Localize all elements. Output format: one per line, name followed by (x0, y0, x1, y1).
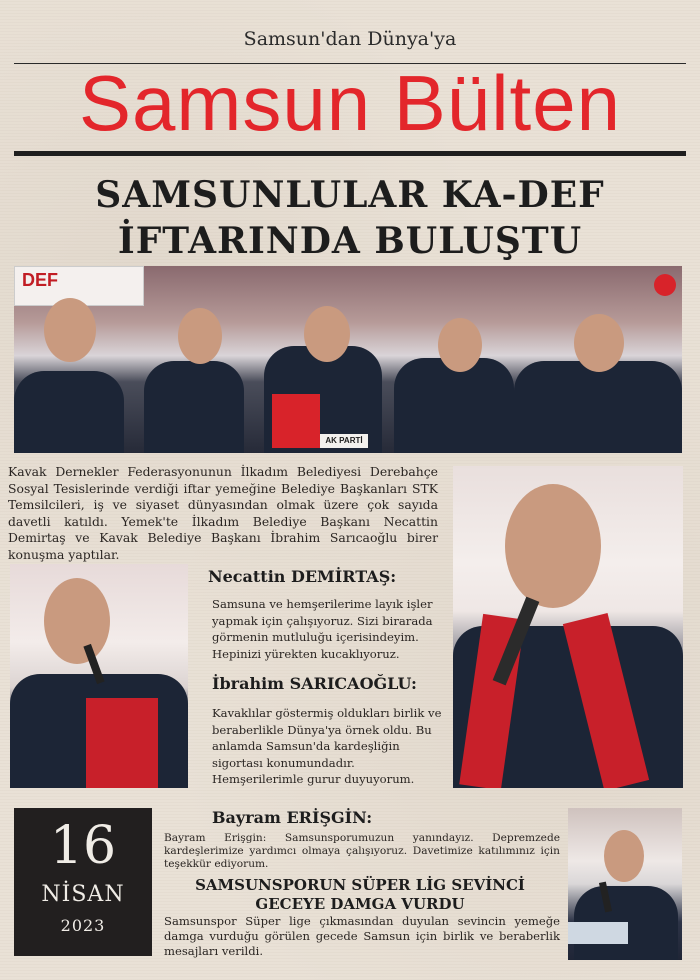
speaker-name-saricaoglu: İbrahim SARICAOĞLU: (212, 674, 417, 693)
date-year: 2023 (60, 916, 106, 935)
secondary-headline-line-1: SAMSUNSPORUN SÜPER LİG SEVİNCİ (195, 876, 525, 894)
turkish-flag-emblem-icon (654, 274, 676, 296)
guest-head (44, 298, 96, 362)
date-day: 16 (49, 816, 117, 876)
date-month: NİSAN (41, 882, 125, 907)
speaker-head (44, 578, 110, 664)
main-headline (0, 172, 700, 264)
tagline: Samsun'dan Dünya'ya (243, 28, 457, 50)
hero-photo-iftar-dinner (14, 266, 682, 453)
main-headline-line-1: SAMSUNLULAR KA-DEF (95, 174, 605, 216)
speaker-name-erisgin: Bayram ERİŞGİN: (212, 808, 373, 827)
guest-head (178, 308, 222, 364)
secondary-body: Samsunspor Süper lige çıkmasından duyulan sevincin yemeğe damga vurduğu görülen gecede Samsun için birlik ve beraberlik mesajları verildi. (164, 914, 560, 958)
secondary-headline-line-2: GECEYE DAMGA VURDU (255, 895, 465, 913)
speaker-photo-erisgin (568, 808, 682, 960)
guest-figure (14, 371, 124, 453)
guest-head (438, 318, 482, 372)
article-body: Kavak Dernekler Federasyonunun İlkadım Belediyesi Derebahçe Sosyal Tesislerinde verdiği iftar yemeğine Belediye Başkanları STK Temsilcileri, iş ve siyaset dünyasından olmak üzere çok sayıda davetli katıldı. Yemek'te İlkadım Belediye Başkanı Necattin Demirtaş ve Kavak Belediye Başkanı İbrahim Sarıcaoğlu birer konuşma yaptılar. (8, 464, 438, 562)
secondary-headline (158, 876, 562, 914)
speaker-head (505, 484, 601, 608)
guest-head (304, 306, 350, 362)
red-scarf (86, 698, 158, 788)
main-headline-line-2: İFTARINDA BULUŞTU (117, 220, 583, 262)
banner-text: DEF (22, 270, 58, 290)
speaker-quote-saricaoglu: Kavaklılar göstermiş oldukları birlik ve beraberlikle Dünya'ya örnek oldu. Bu anlamda Samsun'da kardeşliğin sigortası konumundadır. Hemşerilerimle gurur duyuyorum. (212, 706, 442, 786)
party-table-sign: AK PARTİ (320, 434, 368, 448)
speaker-head (604, 830, 644, 882)
date-box (14, 808, 152, 956)
speaker-quote-demirtas: Samsuna ve hemşerilerime layık işler yapmak için çalışıyoruz. Sizi birarada görmenin mutluluğu içerisindeyim. Hepinizi yürekten kucaklıyoruz. (212, 597, 433, 661)
speaker-name-demirtas: Necattin DEMİRTAŞ: (208, 567, 397, 586)
water-bottles (568, 922, 628, 944)
speaker-quote-erisgin: Bayram Erişgin: Samsunsporumuzun yanındayız. Depremzede kardeşlerimize yardımcı olmaya çalışıyoruz. Davetimize katılımınız için teşekkür ediyorum. (164, 832, 560, 870)
speaker-photo-saricaoglu (453, 466, 683, 788)
speaker-photo-demirtas (10, 564, 188, 788)
table-flag-icon (272, 394, 320, 448)
guest-figure (144, 361, 244, 453)
masthead-title: Samsun Bülten (79, 59, 621, 147)
guest-head (574, 314, 624, 372)
guest-figure (514, 361, 682, 453)
guest-figure (394, 358, 514, 453)
masthead-bottom-rule (14, 151, 686, 156)
